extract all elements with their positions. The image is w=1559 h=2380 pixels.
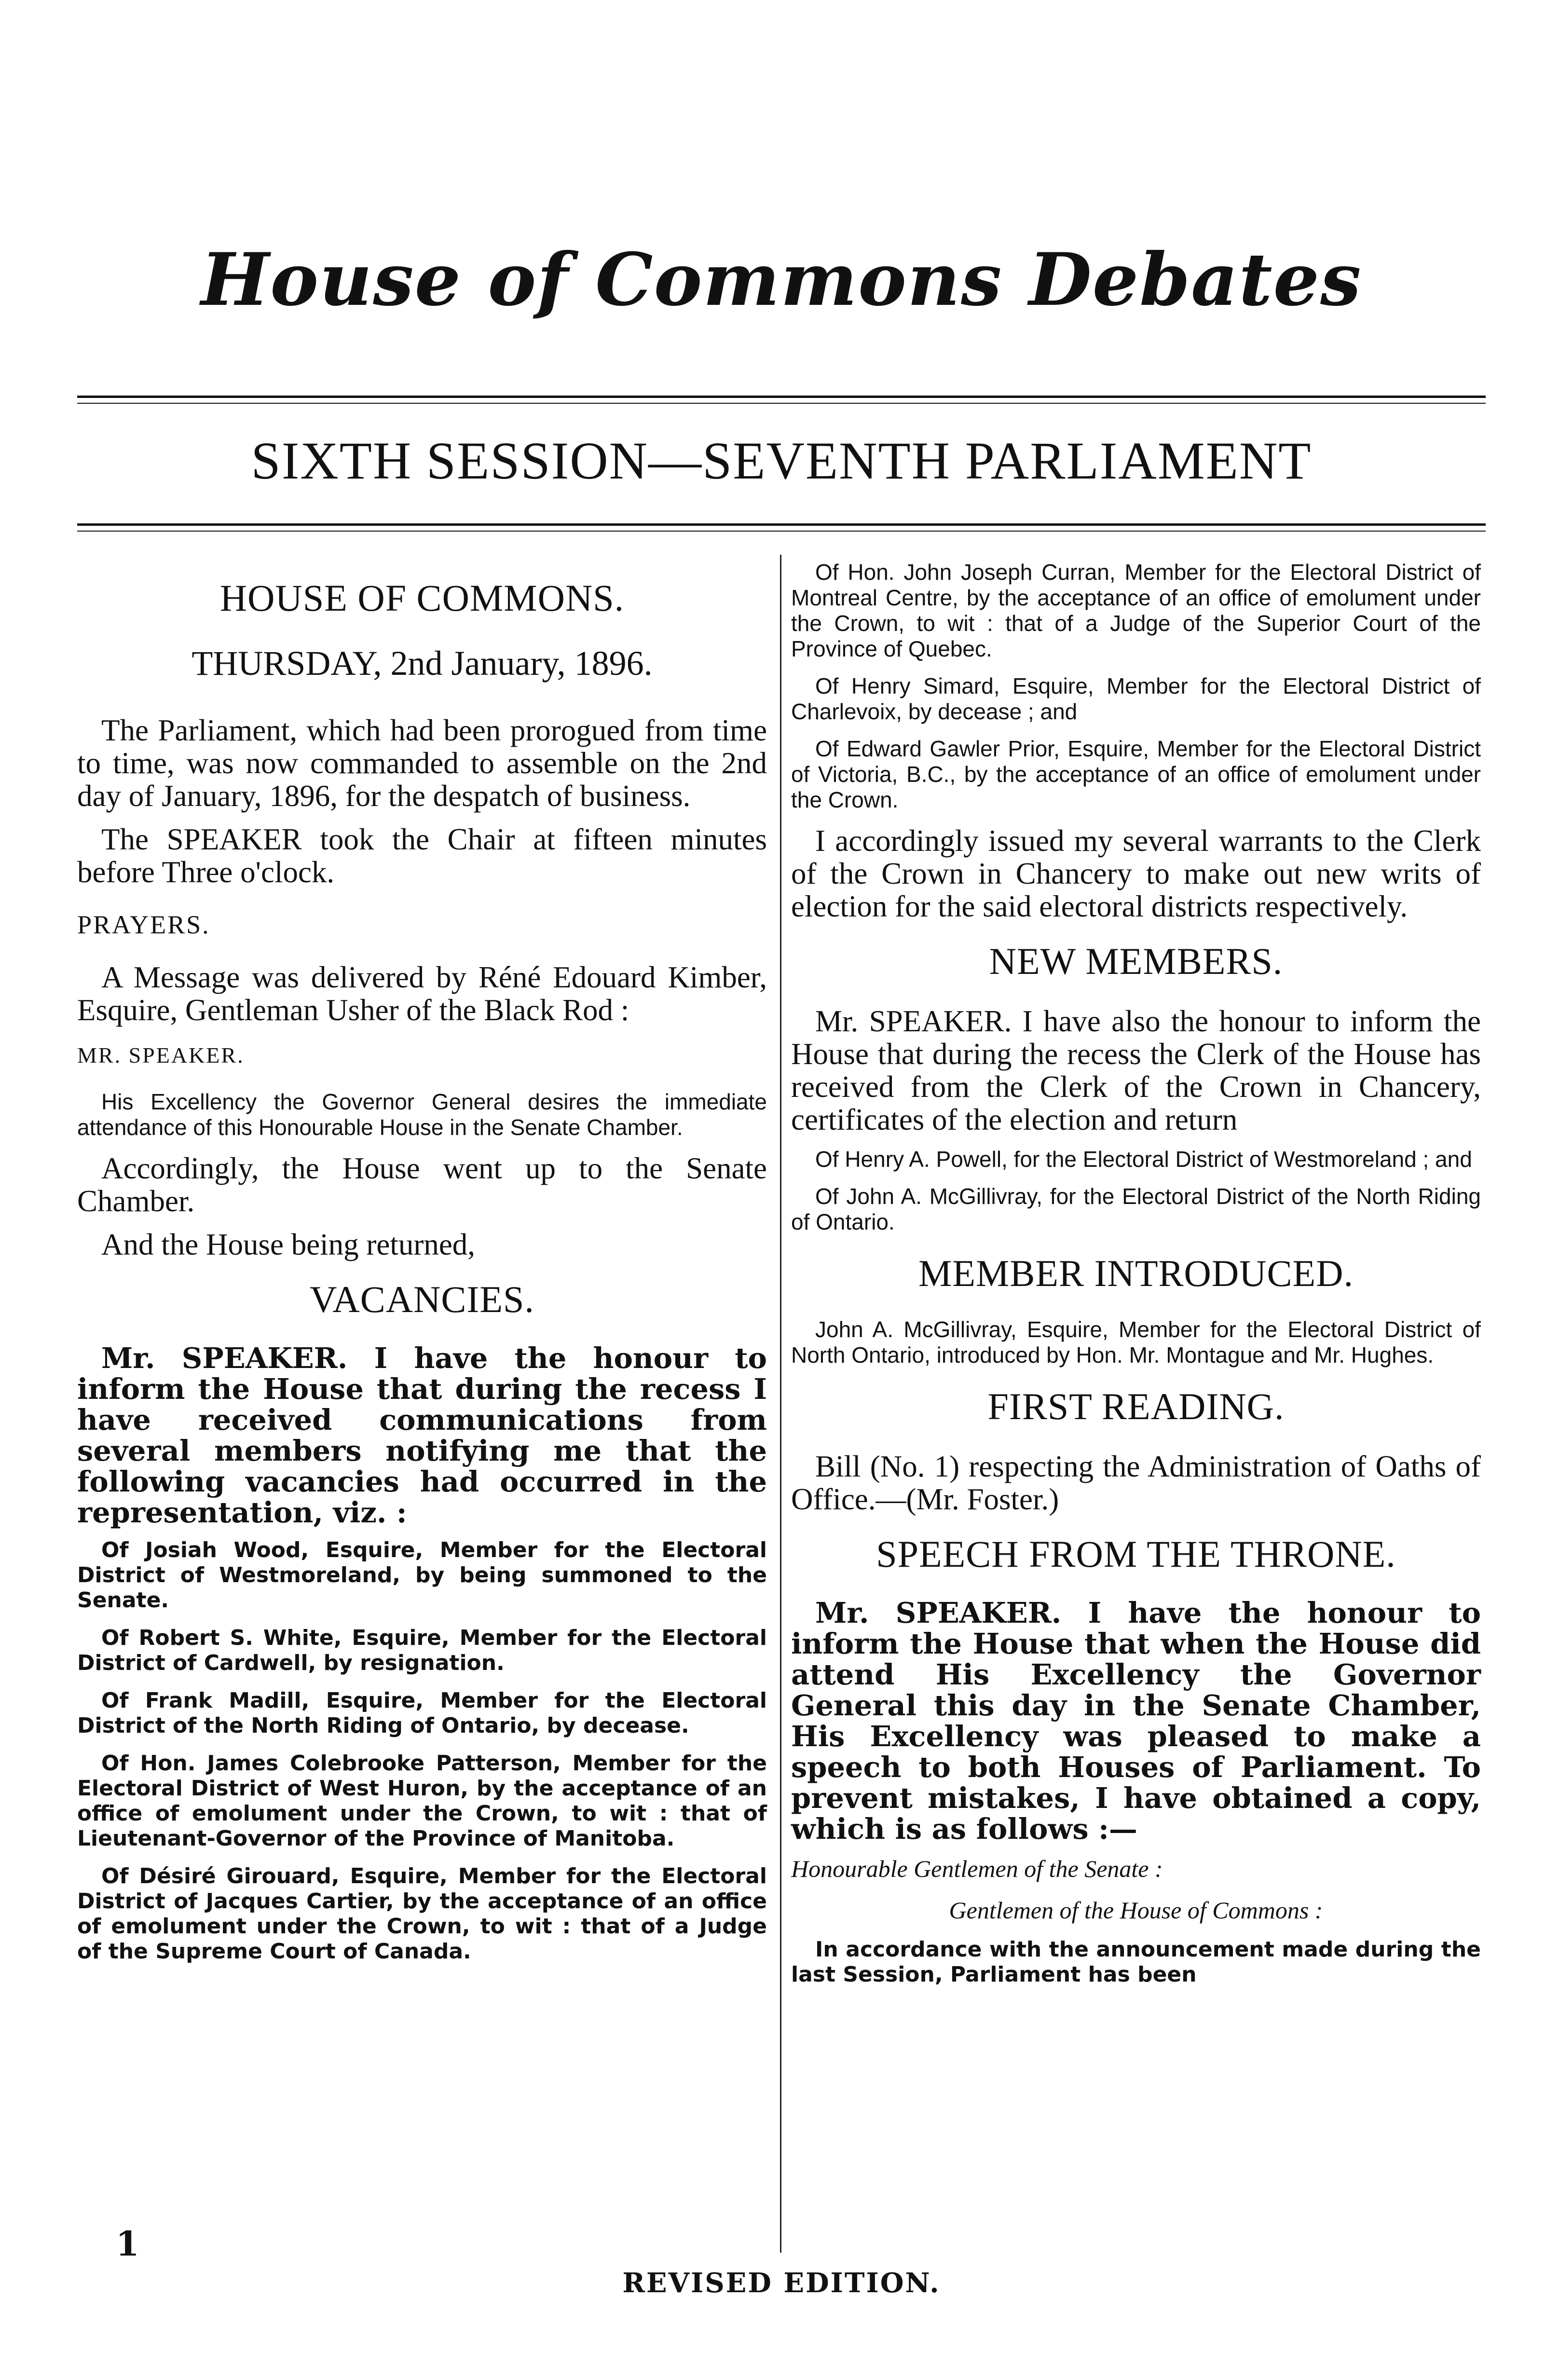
salutation-senate: Honourable Gentlemen of the Senate : bbox=[791, 1855, 1163, 1882]
vacancy-item: Of Josiah Wood, Esquire, Member for the Electoral District of Westmoreland, by being summoned to the Senate. bbox=[77, 1538, 767, 1613]
vacancy-item: Of Robert S. White, Esquire, Member for the Electoral District of Cardwell, by resignation. bbox=[77, 1626, 767, 1675]
speech-heading: SPEECH FROM THE THRONE. bbox=[876, 1533, 1396, 1575]
vacancy-item: Of Hon. James Colebrooke Patterson, Member for the Electoral District of West Huron, by the acceptance of an office of emolument under the Crown, to wit : that of Lieutenant-Governor of the Province of Manitoba. bbox=[77, 1751, 767, 1851]
left-column bbox=[77, 560, 767, 1977]
prayers-label: PRAYERS. bbox=[77, 910, 210, 939]
page-number: 1 bbox=[116, 2224, 139, 2264]
house-heading: HOUSE OF COMMONS. bbox=[219, 577, 625, 619]
paragraph-returned: And the House being returned, bbox=[101, 1228, 476, 1261]
paragraph-black-rod: A Message was delivered by Réné Edouard Kimber, Esquire, Gentleman Usher of the Black Rod : bbox=[77, 960, 767, 1027]
edition-label: REVISED EDITION. bbox=[622, 2267, 941, 2299]
column-divider bbox=[780, 555, 781, 2253]
sitting-date: THURSDAY, 2nd January, 1896. bbox=[191, 644, 653, 683]
masthead-rule-top bbox=[77, 396, 1486, 398]
paragraph-member-introduced: John A. McGillivray, Esquire, Member for the Electoral District of North Ontario, introduced by Hon. Mr. Montague and Mr. Hughes. bbox=[791, 1317, 1481, 1368]
right-column bbox=[791, 560, 1481, 2000]
vacancy-item: Of Hon. John Joseph Curran, Member for the Electoral District of Montreal Centre, by the acceptance of an office of emolument under the Crown, to wit : that of a Judge of the Superior Court of the Province of Quebec. bbox=[791, 560, 1481, 661]
new-member-item: Of John A. McGillivray, for the Electoral District of the North Riding of Ontario. bbox=[791, 1184, 1481, 1234]
vacancy-item: Of Frank Madill, Esquire, Member for the Electoral District of the North Riding of Ontario, by decease. bbox=[77, 1688, 767, 1738]
vacancy-item: Of Henry Simard, Esquire, Member for the Electoral District of Charlevoix, by decease ; and bbox=[791, 673, 1481, 724]
paragraph-new-members: Mr. SPEAKER. I have also the honour to inform the House that during the recess the Clerk of the House has received from the Clerk of the Crown in Chancery, certificates of the election and return bbox=[791, 1004, 1481, 1136]
paragraph-first-reading: Bill (No. 1) respecting the Administration of Oaths of Office.—(Mr. Foster.) bbox=[791, 1450, 1481, 1516]
paragraph-speech: Mr. SPEAKER. I have the honour to inform the House that when the House did attend His Excellency the Governor General this day in the Senate Chamber, His Excellency was pleased to make a speech to both Houses of Parliament. To prevent mistakes, I have obtained a copy, which is as follows :— bbox=[791, 1596, 1481, 1846]
member-introduced-heading: MEMBER INTRODUCED. bbox=[918, 1252, 1354, 1294]
vacancy-item: Of Edward Gawler Prior, Esquire, Member for the Electoral District of Victoria, B.C., by the acceptance of an office of emolument under the Crown. bbox=[791, 736, 1481, 812]
paragraph-vacancies-intro: Mr. SPEAKER. I have the honour to inform the House that during the recess I have received communications from several members notifying me that the following vacancies had occurred in the representation, viz. : bbox=[77, 1341, 767, 1529]
mr-speaker-label: MR. SPEAKER. bbox=[77, 1043, 245, 1067]
paragraph-warrants: I accordingly issued my several warrants to the Clerk of the Crown in Chancery to make out new writs of election for the said electoral districts respectively. bbox=[791, 824, 1481, 923]
new-members-heading: NEW MEMBERS. bbox=[989, 940, 1283, 982]
paragraph-message: His Excellency the Governor General desires the immediate attendance of this Honourable House in the Senate Chamber. bbox=[77, 1089, 767, 1140]
session-subtitle: SIXTH SESSION—SEVENTH PARLIAMENT bbox=[251, 431, 1312, 490]
subtitle-rule-top bbox=[77, 523, 1486, 526]
paragraph-speaker-chair: The SPEAKER took the Chair at fifteen minutes before Three o'clock. bbox=[77, 822, 767, 889]
subtitle-rule-bottom bbox=[77, 531, 1486, 532]
vacancies-heading: VACANCIES. bbox=[310, 1278, 534, 1320]
paragraph-senate-chamber: Accordingly, the House went up to the Senate Chamber. bbox=[77, 1151, 767, 1218]
salutation-commons: Gentlemen of the House of Commons : bbox=[949, 1897, 1323, 1924]
first-reading-heading: FIRST READING. bbox=[987, 1385, 1285, 1427]
new-member-item: Of Henry A. Powell, for the Electoral District of Westmoreland ; and bbox=[815, 1147, 1472, 1172]
masthead-title: House of Commons Debates bbox=[201, 237, 1362, 322]
paragraph-prorogation: The Parliament, which had been prorogued from time to time, was now commanded to assemble on the 2nd day of January, 1896, for the despatch of business. bbox=[77, 713, 767, 813]
vacancy-item: Of Désiré Girouard, Esquire, Member for the Electoral District of Jacques Cartier, by the acceptance of an office of emolument under the Crown, to wit : that of a Judge of the Supreme Court of Canada. bbox=[77, 1864, 767, 1964]
masthead-rule-bottom bbox=[77, 403, 1486, 404]
paragraph-speech-opening: In accordance with the announcement made during the last Session, Parliament has been bbox=[791, 1937, 1481, 1987]
